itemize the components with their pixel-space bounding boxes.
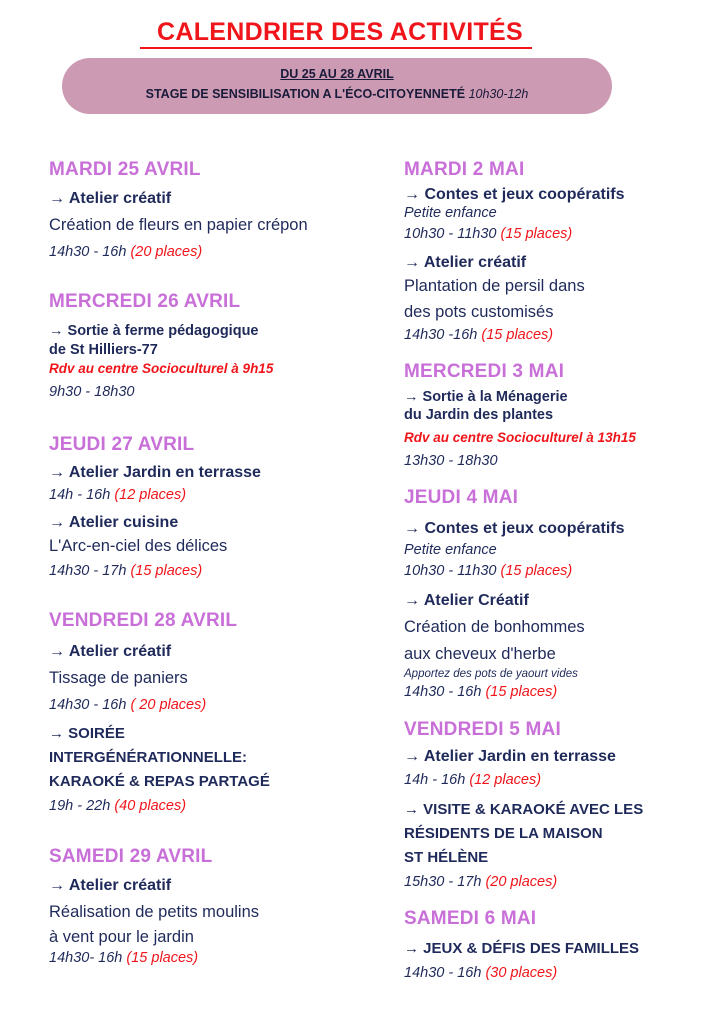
activity-title: → JEUX & DÉFIS DES FAMILLES xyxy=(404,940,640,957)
activity-time: 10h30 - 11h30 (15 places) xyxy=(404,563,573,579)
activity-time: 14h30 - 16h (20 places) xyxy=(49,244,203,260)
activity-title: → Atelier créatif xyxy=(49,643,172,660)
activity-title: → Atelier créatif xyxy=(49,877,172,894)
activity-time: 9h30 - 18h30 xyxy=(49,384,135,400)
activity-description: Réalisation de petits moulins xyxy=(49,903,260,921)
places-count: (15 places) xyxy=(481,327,554,343)
activity-time: 19h - 22h (40 places) xyxy=(49,798,187,814)
places-count: (15 places) xyxy=(500,563,573,579)
activity-title-line3: KARAOKÉ & REPAS PARTAGÉ xyxy=(49,773,270,790)
activity-time: 10h30 - 11h30 (15 places) xyxy=(404,226,573,242)
activity-title: → Atelier créatif xyxy=(404,254,527,271)
activity-audience: Petite enfance xyxy=(404,205,497,221)
banner-dates: DU 25 AU 28 AVRIL xyxy=(280,67,394,81)
banner-stage-title: STAGE DE SENSIBILISATION A L'ÉCO-CITOYENNETÉ xyxy=(145,87,466,101)
places-count: (20 places) xyxy=(130,244,203,260)
activity-time: 14h30- 16h (15 places) xyxy=(49,950,199,966)
activity-title: → SOIRÉE xyxy=(49,725,125,742)
day-heading: MERCREDI 26 AVRIL xyxy=(49,291,241,312)
day-heading: SAMEDI 6 MAI xyxy=(404,908,537,929)
day-heading: VENDREDI 28 AVRIL xyxy=(49,610,238,631)
day-heading: VENDREDI 5 MAI xyxy=(404,719,561,740)
activity-title: → Contes et jeux coopératifs xyxy=(404,520,625,537)
activity-title: → Atelier Jardin en terrasse xyxy=(49,464,261,481)
activity-title: → Sortie à ferme pédagogique xyxy=(49,323,259,339)
activity-title-line2: du Jardin des plantes xyxy=(404,407,554,423)
activity-title: → Contes et jeux coopératifs xyxy=(404,186,625,203)
activity-title-line3: ST HÉLÈNE xyxy=(404,849,489,866)
day-heading: MARDI 25 AVRIL xyxy=(49,159,201,180)
places-count: ( 20 places) xyxy=(130,697,207,713)
places-count: (15 places) xyxy=(485,684,558,700)
activity-time: 14h30 - 17h (15 places) xyxy=(49,563,203,579)
activity-title: → Atelier Jardin en terrasse xyxy=(404,748,616,765)
activity-title: → VISITE & KARAOKÉ AVEC LES xyxy=(404,801,644,818)
activity-title: → Sortie à la Ménagerie xyxy=(404,389,568,405)
day-heading: JEUDI 27 AVRIL xyxy=(49,434,195,455)
places-count: (12 places) xyxy=(114,487,187,503)
places-count: (15 places) xyxy=(126,950,199,966)
places-count: (12 places) xyxy=(469,772,542,788)
activity-time: 13h30 - 18h30 xyxy=(404,453,498,469)
title-underline xyxy=(140,47,532,49)
day-heading: SAMEDI 29 AVRIL xyxy=(49,846,213,867)
activity-description-line2: aux cheveux d'herbe xyxy=(404,645,556,663)
activity-time: 14h30 - 16h (15 places) xyxy=(404,684,558,700)
activity-description-line2: des pots customisés xyxy=(404,303,554,321)
activity-description-line2: à vent pour le jardin xyxy=(49,928,194,946)
activity-description: Plantation de persil dans xyxy=(404,277,585,295)
stage-banner xyxy=(62,58,612,114)
activity-time: 15h30 - 17h (20 places) xyxy=(404,874,558,890)
activity-description: Tissage de paniers xyxy=(49,669,188,687)
activity-description: L'Arc-en-ciel des délices xyxy=(49,537,228,555)
places-count: (15 places) xyxy=(500,226,573,242)
activity-time: 14h30 - 16h ( 20 places) xyxy=(49,697,207,713)
activity-audience: Petite enfance xyxy=(404,542,497,558)
activity-title: → Atelier Créatif xyxy=(404,592,529,609)
places-count: (40 places) xyxy=(114,798,187,814)
places-count: (30 places) xyxy=(485,965,558,981)
activity-time: 14h - 16h (12 places) xyxy=(49,487,187,503)
meeting-point: Rdv au centre Socioculturel à 9h15 xyxy=(49,361,274,376)
day-heading: MARDI 2 MAI xyxy=(404,159,525,180)
places-count: (15 places) xyxy=(130,563,203,579)
places-count: (20 places) xyxy=(485,874,558,890)
activity-description: Création de fleurs en papier crépon xyxy=(49,216,308,234)
activity-title: → Atelier cuisine xyxy=(49,514,179,531)
day-heading: MERCREDI 3 MAI xyxy=(404,361,565,382)
meeting-point: Rdv au centre Socioculturel à 13h15 xyxy=(404,430,636,445)
page-title: CALENDRIER DES ACTIVITÉS xyxy=(156,18,524,46)
activity-time: 14h - 16h (12 places) xyxy=(404,772,542,788)
banner-stage-hours: 10h30-12h xyxy=(468,87,529,101)
banner-stage-line xyxy=(62,87,612,101)
day-heading: JEUDI 4 MAI xyxy=(404,487,519,508)
activity-time: 14h30 -16h (15 places) xyxy=(404,327,554,343)
activity-note: Apportez des pots de yaourt vides xyxy=(404,668,578,680)
activity-title: → Atelier créatif xyxy=(49,190,172,207)
activity-title-line2: INTERGÉNÉRATIONNELLE: xyxy=(49,749,248,766)
activity-title-line2: RÉSIDENTS DE LA MAISON xyxy=(404,825,603,842)
activity-description: Création de bonhommes xyxy=(404,618,585,636)
activity-time: 14h30 - 16h (30 places) xyxy=(404,965,558,981)
activity-title-line2: de St Hilliers-77 xyxy=(49,342,158,358)
